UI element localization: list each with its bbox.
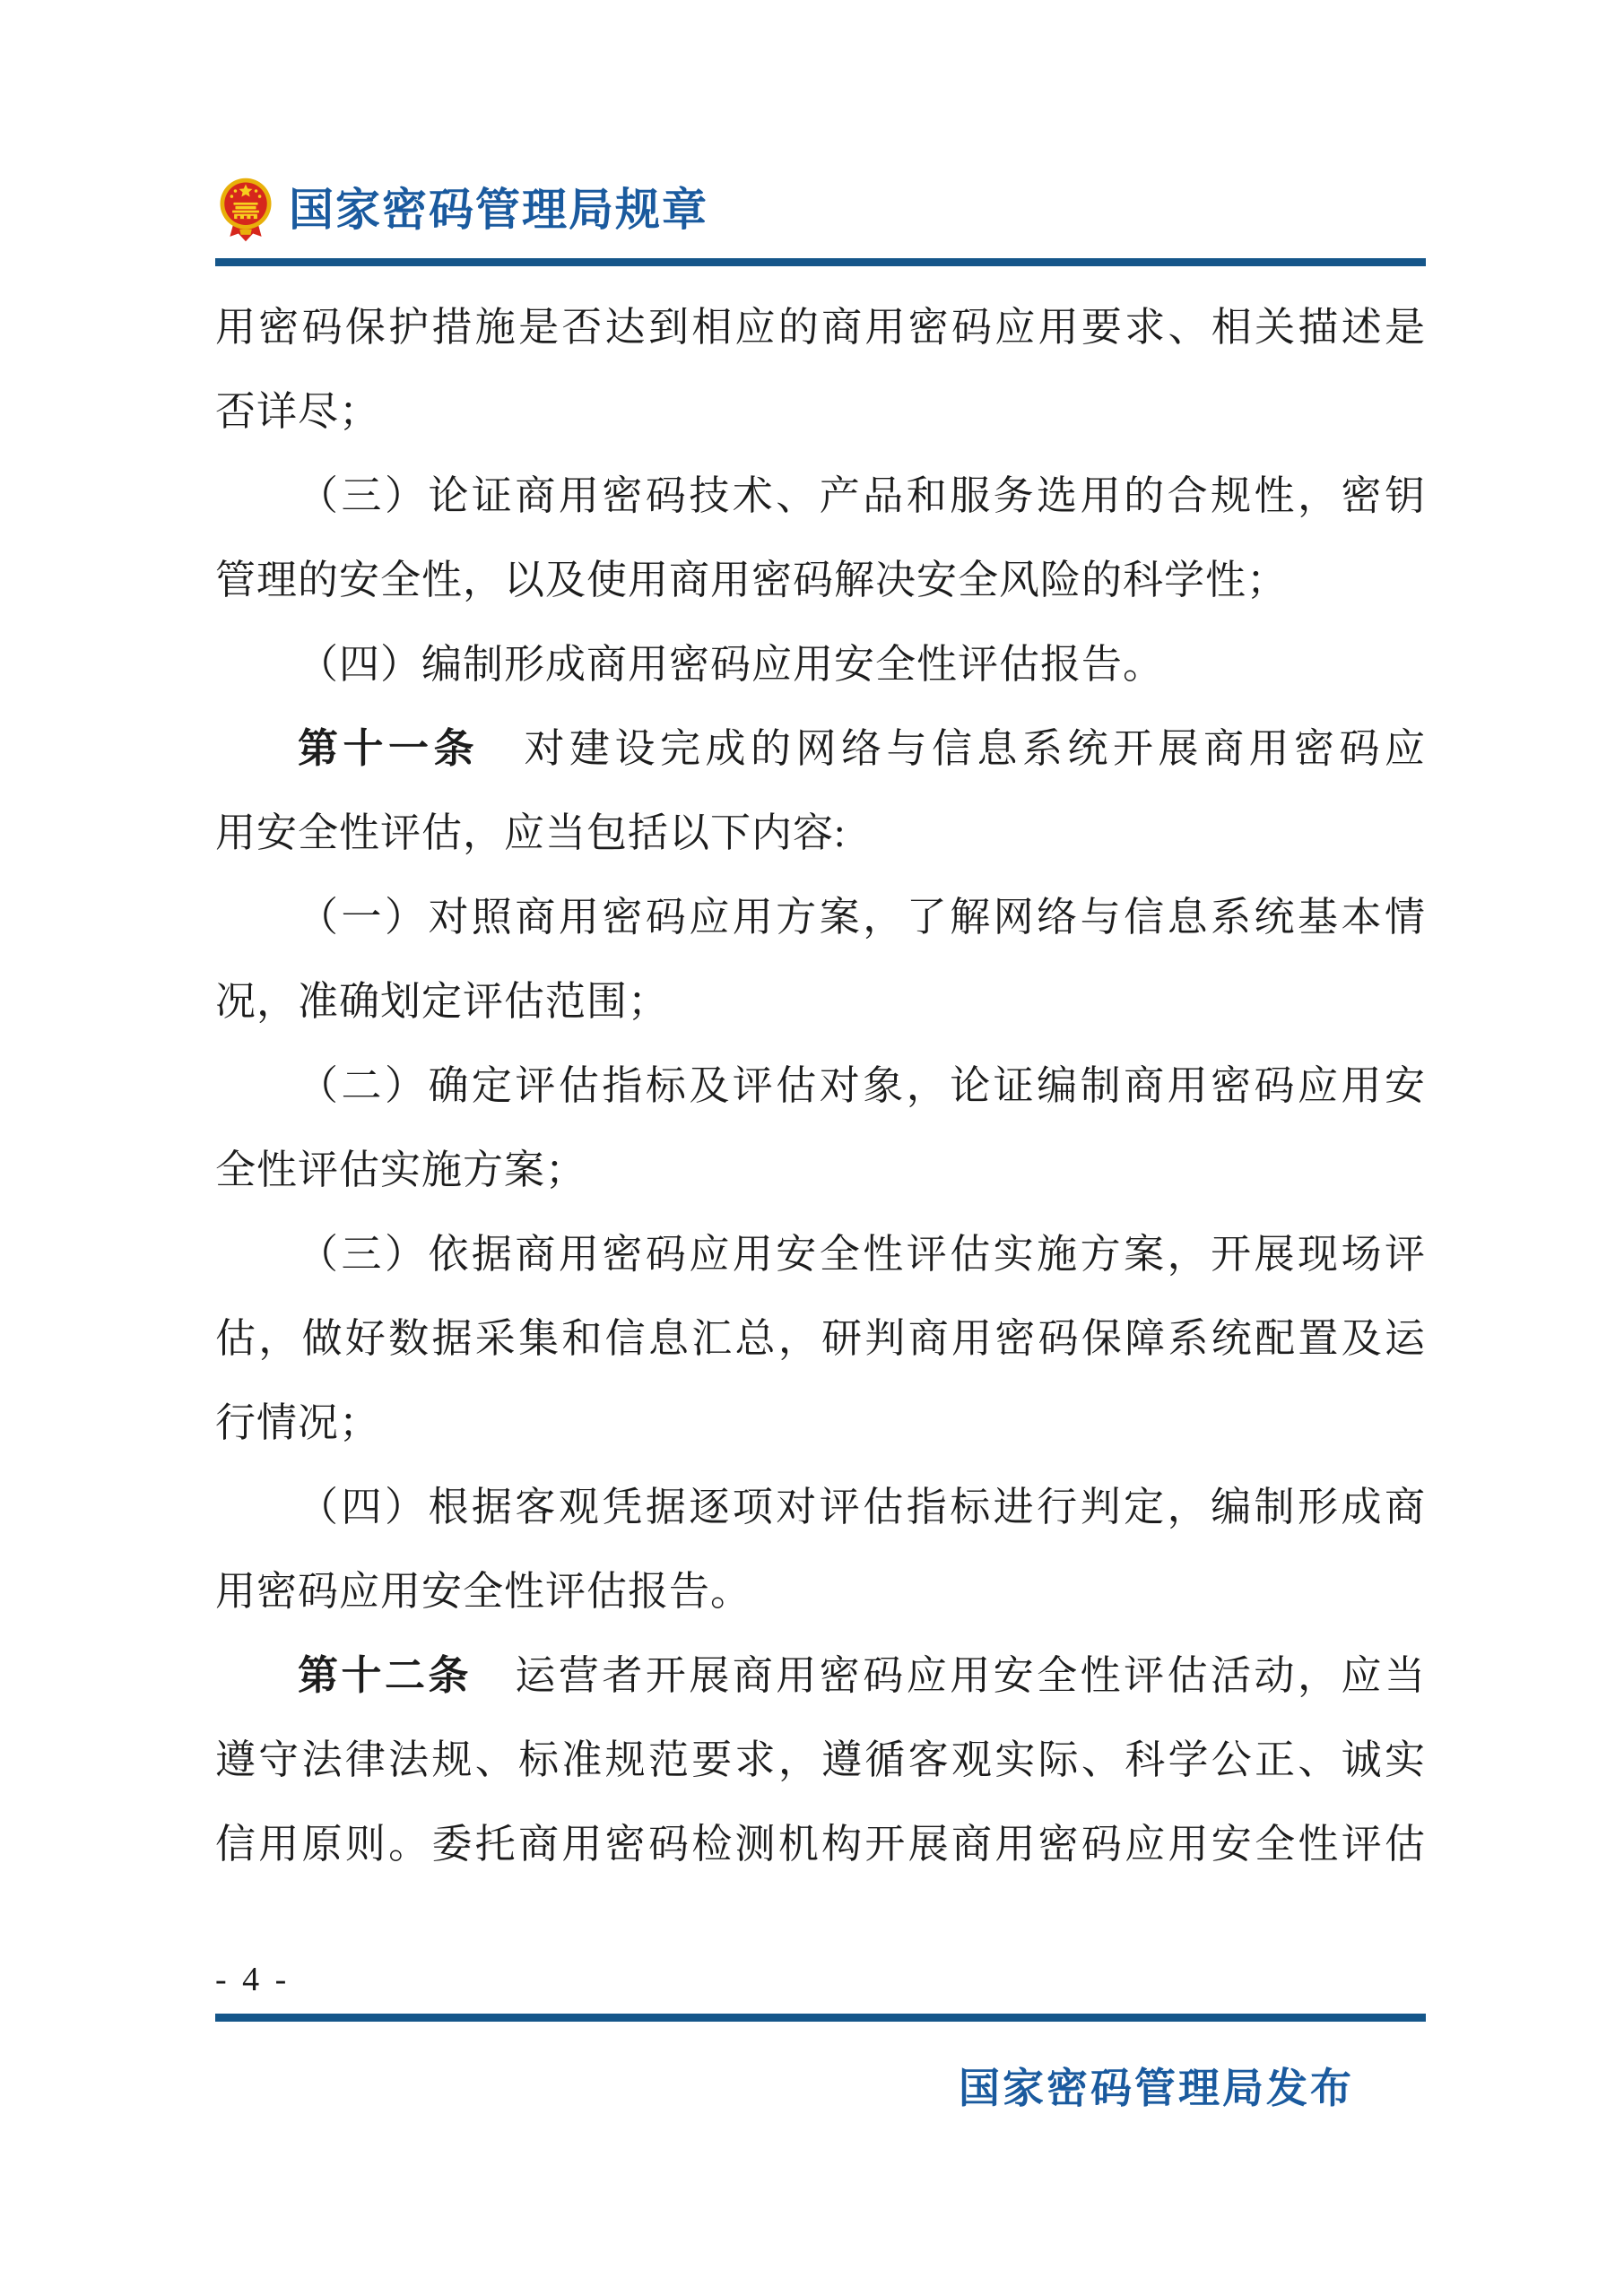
text-line: （三）依据商用密码应用安全性评估实施方案，开展现场评 [298,1232,1426,1277]
header-divider [215,258,1426,266]
page-header [215,176,1426,244]
text-line: 第十二条 运营者开展商用密码应用安全性评估活动，应当 [298,1652,1426,1698]
publisher-label: 国家密码管理局发布 [959,2065,1354,2111]
text-line: 用密码应用安全性评估报告。 [215,1569,752,1614]
page-number: - 4 - [215,1961,291,1998]
text-line: 信用原则。委托商用密码检测机构开展商用密码应用安全性评估 [215,1822,1426,1867]
text-line: 遵守法律法规、标准规范要求，遵循客观实际、科学公正、诚实 [215,1737,1426,1782]
text-line: （四）根据客观凭据逐项对评估指标进行判定，编制形成商 [298,1485,1426,1529]
text-line: （三）论证商用密码技术、产品和服务选用的合规性，密钥 [298,473,1426,518]
article-number: 第十一条 [298,725,479,771]
text-line: （二）确定评估指标及评估对象，论证编制商用密码应用安 [298,1063,1426,1108]
text-line: （一）对照商用密码应用方案，了解网络与信息系统基本情 [298,895,1426,940]
text-line: 用密码保护措施是否达到相应的商用密码应用要求、相关描述是 [215,305,1426,350]
text-line: 第十一条 对建设完成的网络与信息系统开展商用密码应 [298,725,1426,771]
text-line: 况，准确划定评估范围； [215,979,670,1024]
text-line: 管理的安全性，以及使用商用密码解决安全风险的科学性； [215,558,1289,602]
text-line: 估，做好数据采集和信息汇总，研判商用密码保障系统配置及运 [215,1316,1426,1361]
text-line: 用安全性评估，应当包括以下内容: [215,810,847,855]
article-number: 第十二条 [298,1652,472,1698]
national-emblem-icon [215,176,276,244]
document-body [215,285,1426,1886]
text-line: 全性评估实施方案； [215,1148,587,1192]
page-content [215,0,1426,2115]
page-title: 国家密码管理局规章 [289,185,708,235]
footer-divider [215,2014,1426,2022]
text-line: 否详尽； [215,389,381,434]
text-line: （四）编制形成商用密码应用安全性评估报告。 [298,642,1165,687]
text-line: 行情况； [215,1400,381,1445]
